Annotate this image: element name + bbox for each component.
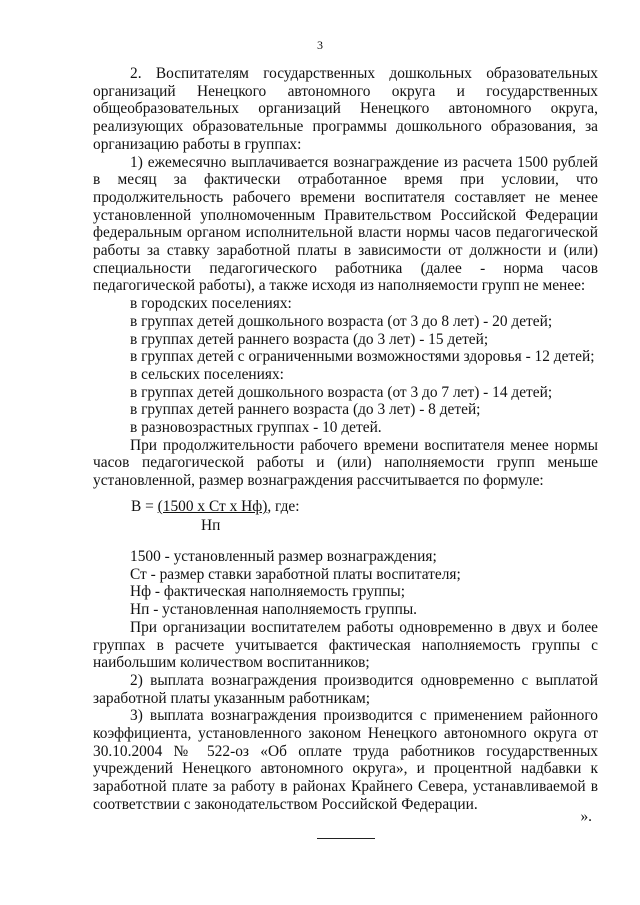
list-item: в городских поселениях:: [130, 295, 292, 313]
definition-item: Нп - установленная наполняемость группы.: [130, 601, 418, 619]
definition-item: Ст - размер ставки заработной платы воспитателя;: [130, 565, 461, 583]
formula-denominator: Нп: [201, 517, 221, 534]
list-item: в группах детей дошкольного возраста (от 3 до 8 лет) - 20 детей;: [130, 312, 553, 330]
document-body-bottom: [93, 548, 598, 814]
item-1-paragraph: 1) ежемесячно выплачивается вознаграждение из расчета 1500 рублей в месяц за фактически отработанное время при условии, что продолжительность рабочего времени воспитателя составляет не менее установленной уполномоченным Правительством Российской Федерации федеральным органом исполнительной власти нормы часов педагогической работы за ставку заработной платы в зависимости от должности и (или) специальности педагогического работника (далее - норма часов педагогической работы), а также исходя из наполняемости групп не менее:: [93, 153, 598, 295]
formula-numerator: (1500 х Ст х Нф): [157, 498, 268, 515]
closing-quote: ».: [580, 808, 592, 825]
page-number: 3: [317, 38, 323, 52]
definition-item: Нф - фактическая наполняемость группы;: [130, 583, 405, 601]
item-3-paragraph: 3) выплата вознаграждения производится с применением районного коэффициента, установленного законом Ненецкого автономного округа от 30.10.2004 № 522-оз «Об оплате труда работников государственных учреждений Ненецкого автономного округа», и процентной надбавки к заработной плате за работу в районах Крайнего Севера, устанавливаемой в соответствии с законодательством Российской Федерации.: [93, 707, 598, 813]
item-2-paragraph: 2) выплата вознаграждения производится одновременно с выплатой заработной платы указанным работникам;: [93, 671, 598, 707]
list-item: в сельских поселениях:: [130, 365, 284, 383]
formula: [131, 498, 300, 534]
document-body-top: [93, 65, 598, 490]
formula-lhs: В =: [131, 498, 158, 515]
list-item: в группах детей раннего возраста (до 3 лет) - 15 детей;: [130, 330, 489, 348]
definition-item: 1500 - установленный размер вознаграждения;: [130, 548, 437, 565]
end-rule: [317, 838, 375, 839]
list-item: в группах детей дошкольного возраста (от 3 до 7 лет) - 14 детей;: [130, 383, 553, 401]
condition-paragraph: При продолжительности рабочего времени воспитателя менее нормы часов педагогической работы и (или) наполняемости групп меньше установленной, размер вознаграждения рассчитывается по формуле:: [93, 436, 598, 490]
list-item: в группах детей с ограниченными возможностями здоровья - 12 детей;: [130, 348, 595, 366]
list-item: в группах детей раннего возраста (до 3 лет) - 8 детей;: [130, 401, 481, 419]
intro-paragraph: 2. Воспитателям государственных дошкольных образовательных организаций Ненецкого автономного округа и государственных общеобразовательных организаций Ненецкого автономного округа, реализующих образовательные программы дошкольного образования, за организацию работы в группах:: [93, 65, 598, 153]
list-item: в разновозрастных группах - 10 детей.: [130, 419, 382, 437]
multi-group-paragraph: При организации воспитателем работы одновременно в двух и более группах в расчете учитывается фактическая наполняемость группы с наибольшим количеством воспитанников;: [93, 618, 598, 672]
formula-suffix: , где:: [267, 498, 300, 515]
